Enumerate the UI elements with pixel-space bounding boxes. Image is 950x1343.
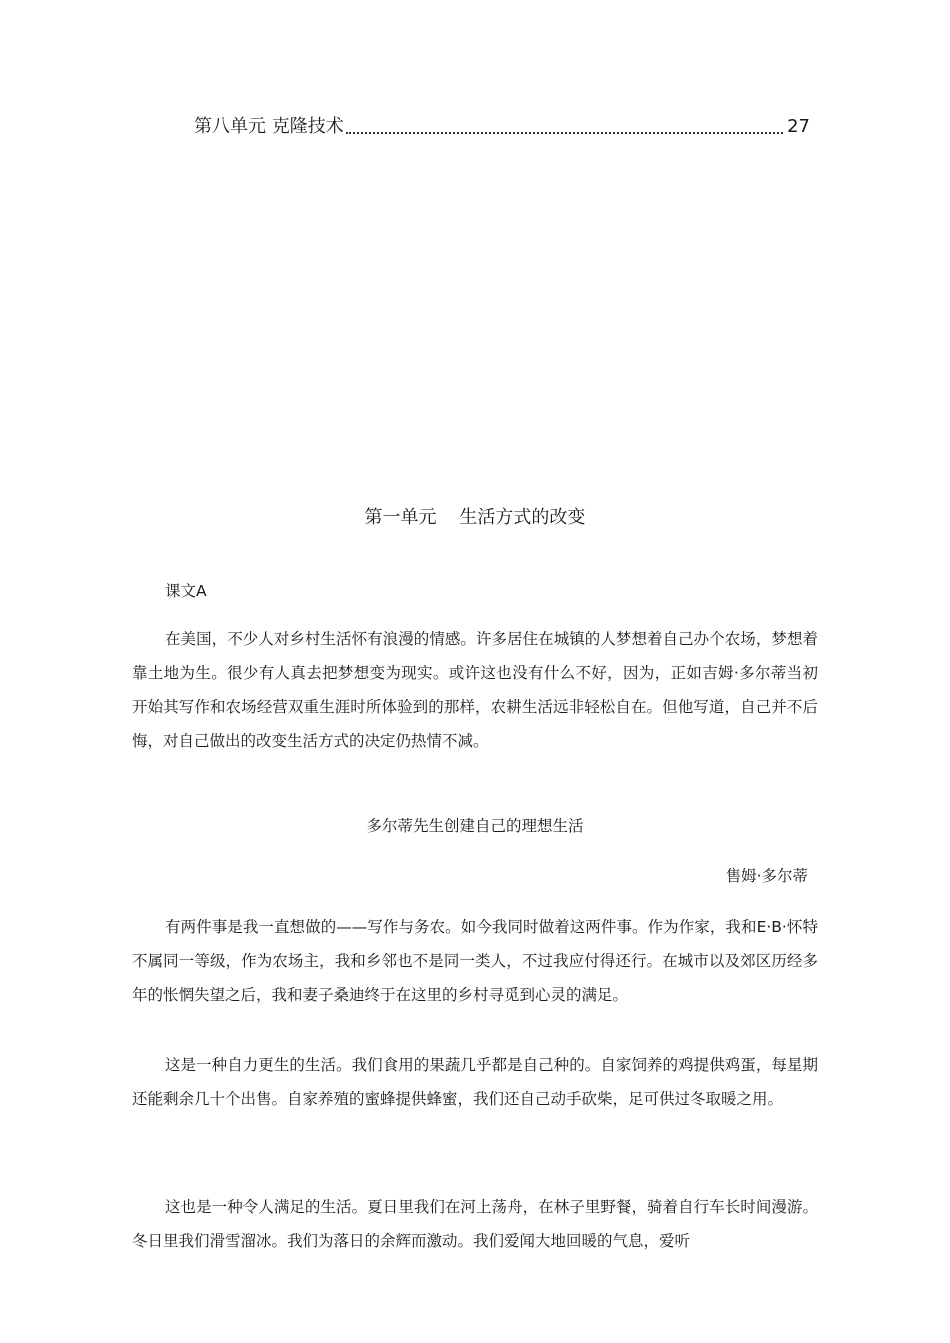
unit-heading: 第一单元 生活方式的改变 xyxy=(364,507,586,528)
article-title: 多尔蒂先生创建自己的理想生活 xyxy=(366,817,584,835)
text-label: 课文A xyxy=(165,582,207,600)
toc-entry xyxy=(194,114,810,140)
toc-dot-leader xyxy=(346,132,783,134)
body-paragraph-1: 有两件事是我一直想做的——写作与务农。如今我同时做着这两件事。作为作家，我和E·B·怀特不属同一等级，作为农场主，我和乡邻也不是同一类人，不过我应付得还行。在城市以及郊区历经多年的怅惘失望之后，我和妻子桑迪终于在这里的乡村寻觅到心灵的满足。 xyxy=(132,918,818,1004)
body-paragraph-3: 这也是一种令人满足的生活。夏日里我们在河上荡舟，在林子里野餐，骑着自行车长时间漫游。冬日里我们滑雪溜冰。我们为落日的余辉而激动。我们爱闻大地回暖的气息，爱听 xyxy=(132,1198,818,1250)
toc-page-number: 27 xyxy=(787,116,810,137)
article-author: 售姆·多尔蒂 xyxy=(725,867,808,885)
intro-paragraph: 在美国，不少人对乡村生活怀有浪漫的情感。许多居住在城镇的人梦想着自己办个农场，梦想着靠土地为生。很少有人真去把梦想变为现实。或许这也没有什么不好，因为，正如吉姆·多尔蒂当初开始其写作和农场经营双重生涯时所体验到的那样，农耕生活远非轻松自在。但他写道，自己并不后悔，对自己做出的改变生活方式的决定仍热情不减。 xyxy=(132,630,818,750)
toc-entry-title: 第八单元 克隆技术 xyxy=(194,116,344,137)
body-paragraph-2: 这是一种自力更生的生活。我们食用的果蔬几乎都是自己种的。自家饲养的鸡提供鸡蛋，每星期还能剩余几十个出售。自家养殖的蜜蜂提供蜂蜜，我们还自己动手砍柴，足可供过冬取暖之用。 xyxy=(132,1056,818,1108)
